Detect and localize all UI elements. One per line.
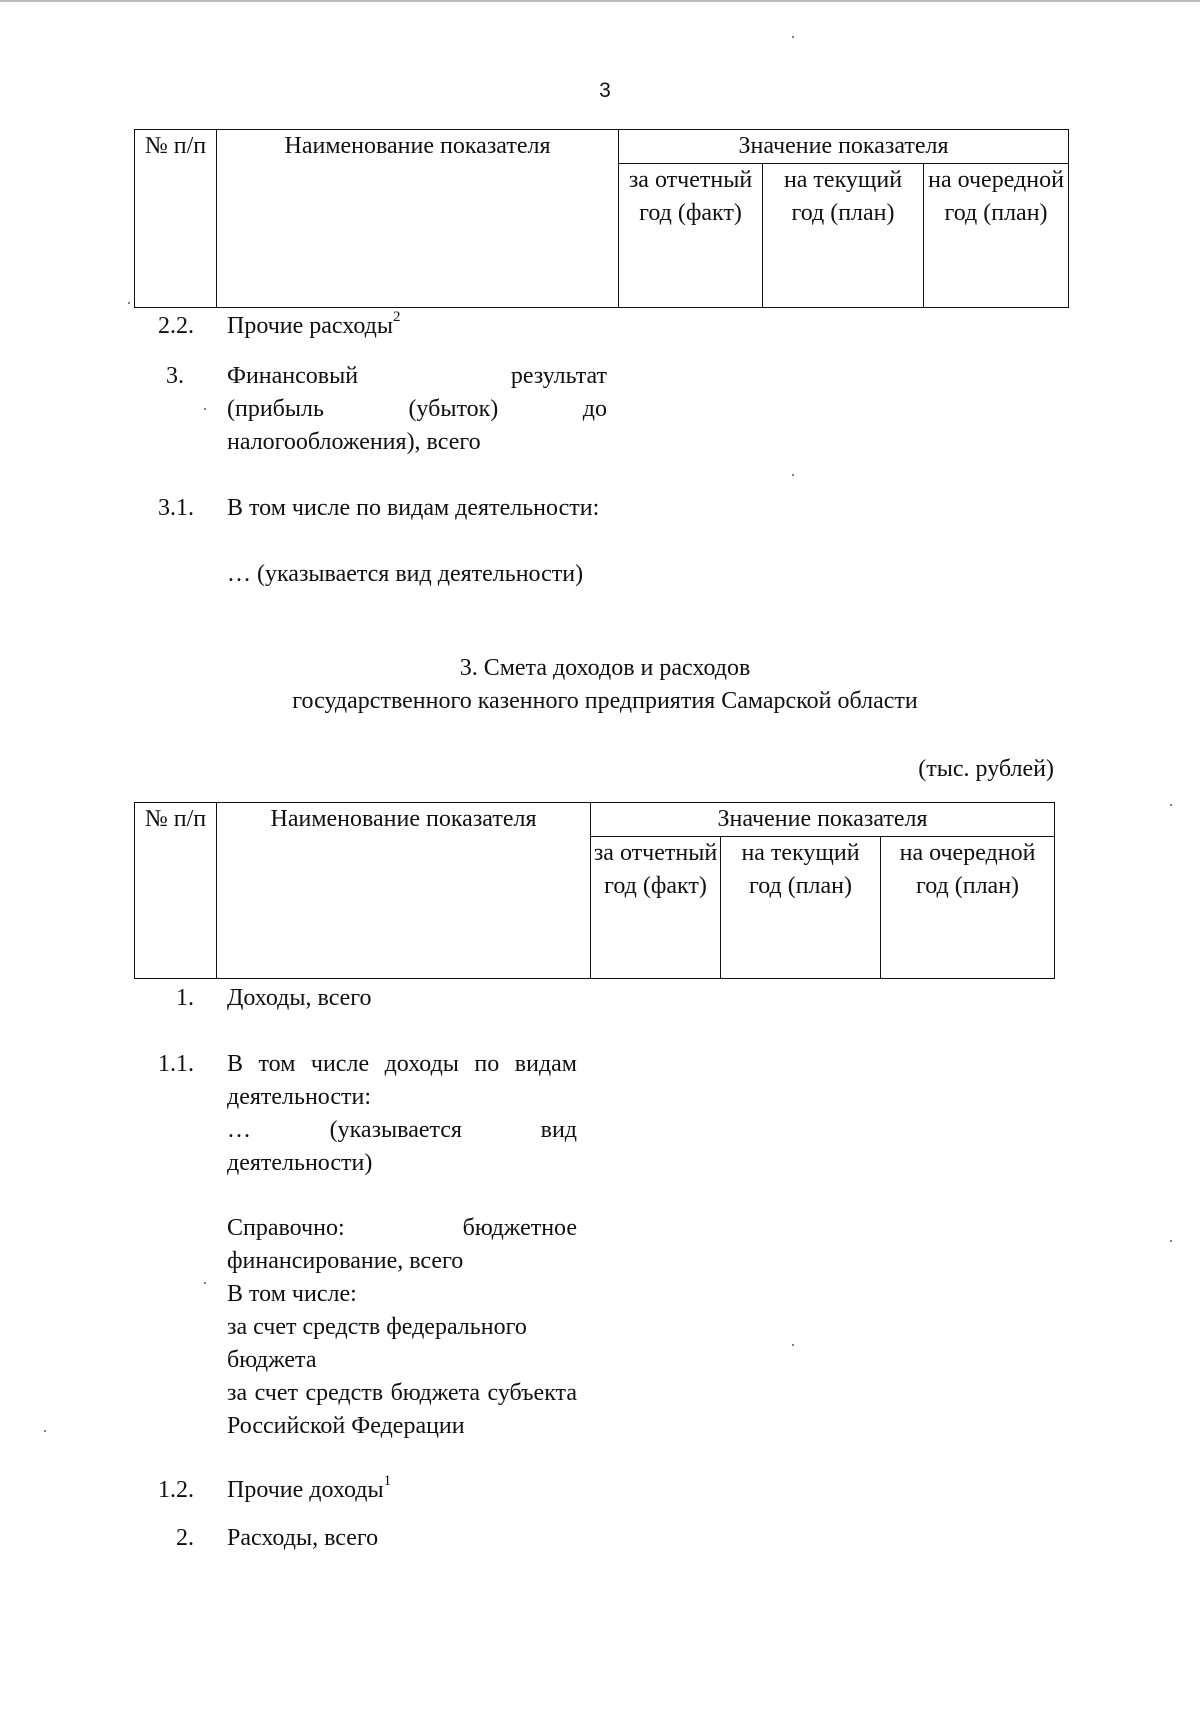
footnote-mark: 1 bbox=[383, 1473, 392, 1489]
item-text: Финансовый результат (прибыль (убыток) до налогообложения), всего bbox=[227, 363, 607, 455]
reference-federal: за счет средств федерального бюджета bbox=[227, 1314, 527, 1373]
item-text: Доходы, всего bbox=[227, 985, 372, 1011]
item-number: 1. bbox=[176, 985, 194, 1011]
col-value-group-header: Значение показателя bbox=[619, 130, 1069, 164]
unit-label: (тыс. рублей) bbox=[918, 756, 1054, 782]
item-text: В том числе доходы по видам деятельности: bbox=[227, 1051, 577, 1110]
item-subtext: … (указывается вид деятельности) bbox=[227, 1117, 577, 1176]
reference-subheading: В том числе: bbox=[227, 1281, 357, 1307]
footnote-mark: 2 bbox=[393, 309, 401, 325]
col-next-header: на очередной год (план) bbox=[881, 837, 1055, 979]
col-name-header: Наименование показателя bbox=[217, 803, 591, 979]
section-title: 3. Смета доходов и расходов государственного казенного предприятия Самарской области bbox=[292, 655, 918, 714]
item-number: 1.1. bbox=[158, 1051, 194, 1077]
indicator-table-header-1 bbox=[134, 129, 1069, 308]
col-number-header: № п/п bbox=[135, 803, 217, 979]
item-text: В том числе по видам деятельности: bbox=[227, 495, 600, 521]
scan-speck bbox=[204, 1282, 206, 1284]
item-number: 2.2. bbox=[158, 313, 194, 339]
col-fact-header: за отчетный год (факт) bbox=[619, 164, 763, 308]
item-number: 2. bbox=[176, 1525, 194, 1551]
col-next-header: на очередной год (план) bbox=[924, 164, 1069, 308]
item-number: 1.2. bbox=[158, 1477, 194, 1503]
page-number: 3 bbox=[599, 79, 611, 102]
item-subtext: … (указывается вид деятельности) bbox=[227, 561, 584, 587]
item-text: Прочие доходы$^1$ bbox=[227, 1473, 392, 1503]
item-number: 3.1. bbox=[158, 495, 194, 521]
item-text: Прочие расходы$^2$ bbox=[227, 309, 401, 339]
scan-speck bbox=[204, 408, 206, 410]
col-value-group-header: Значение показателя bbox=[591, 803, 1055, 837]
scan-speck bbox=[1170, 1240, 1172, 1242]
reference-text: Справочно: бюджетное финансирование, всего bbox=[227, 1215, 577, 1274]
reference-regional: за счет средств бюджета субъекта Российской Федерации bbox=[227, 1380, 577, 1439]
col-fact-header: за отчетный год (факт) bbox=[591, 837, 721, 979]
indicator-table-header-2 bbox=[134, 802, 1055, 979]
scan-speck bbox=[792, 474, 794, 476]
col-current-header: на текущий год (план) bbox=[763, 164, 924, 308]
scan-speck bbox=[792, 1344, 794, 1346]
scan-speck bbox=[44, 1430, 46, 1432]
col-current-header: на текущий год (план) bbox=[721, 837, 881, 979]
scan-speck bbox=[792, 36, 794, 38]
item-number: 3. bbox=[166, 363, 184, 389]
scan-edge-line bbox=[0, 0, 1200, 2]
item-text: Расходы, всего bbox=[227, 1525, 379, 1551]
col-name-header: Наименование показателя bbox=[217, 130, 619, 308]
scan-speck bbox=[1170, 804, 1172, 806]
col-number-header: № п/п bbox=[135, 130, 217, 308]
scan-speck bbox=[128, 302, 130, 304]
